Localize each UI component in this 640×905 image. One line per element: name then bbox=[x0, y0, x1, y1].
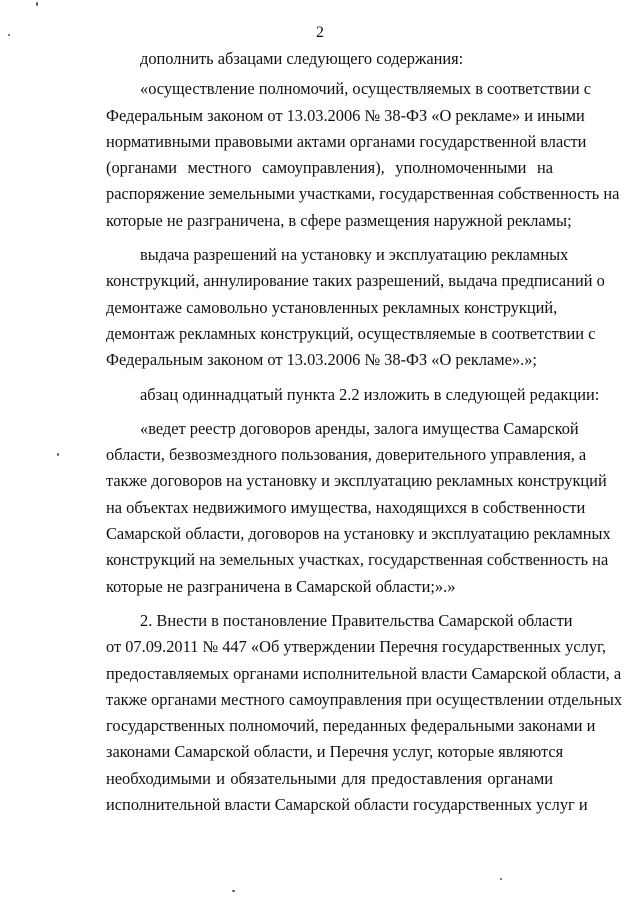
paragraph bbox=[72, 46, 553, 72]
scan-speck bbox=[232, 890, 235, 892]
text-line: конструкций на земельных участках, государственная собственность на bbox=[106, 550, 609, 570]
scan-speck bbox=[36, 2, 38, 6]
text-line: выдача разрешений на установку и эксплуатацию рекламных bbox=[140, 245, 569, 265]
text-line: нормативными правовыми актами органами государственной власти bbox=[106, 131, 587, 151]
text-line: Федеральным законом от 13.03.2006 № 38-ФЗ «О рекламе».»; bbox=[106, 350, 537, 370]
paragraph bbox=[72, 382, 600, 408]
text-line: которые не разграничена, в сфере размещения наружной рекламы; bbox=[106, 210, 572, 230]
text-line: исполнительной власти Самарской области государственных услуг и bbox=[106, 795, 588, 815]
text-line: (органами местного самоуправления), уполномоченными на bbox=[106, 158, 553, 178]
text-line: конструкций, аннулирование таких разрешений, выдача предписаний о bbox=[106, 271, 605, 291]
text-line: от 07.09.2011 № 447 «Об утверждении Перечня государственных услуг, bbox=[106, 637, 606, 657]
scan-speck bbox=[57, 453, 59, 456]
text-line: которые не разграничена в Самарской области;».» bbox=[106, 576, 456, 596]
text-line: государственных полномочий, переданных федеральными законами и bbox=[106, 716, 596, 736]
text-line: «ведет реестр договоров аренды, залога имущества Самарской bbox=[140, 418, 579, 438]
text-line: Федеральным законом от 13.03.2006 № 38-ФЗ «О рекламе» и иными bbox=[106, 105, 585, 125]
page-number: 2 bbox=[316, 24, 324, 41]
text-line: области, безвозмездного пользования, доверительного управления, а bbox=[106, 445, 587, 465]
text-line: предоставляемых органами исполнительной власти Самарской области, а bbox=[106, 663, 622, 683]
text-line: демонтаж рекламных конструкций, осуществляемые в соответствии с bbox=[106, 323, 596, 343]
text-line: также органами местного самоуправления при осуществлении отдельных bbox=[106, 689, 623, 709]
text-line: дополнить абзацами следующего содержания: bbox=[140, 49, 464, 68]
text-line: демонтаже самовольно установленных рекламных конструкций, bbox=[106, 297, 558, 317]
text-line: «осуществление полномочий, осуществляемых в соответствии с bbox=[140, 79, 592, 99]
text-line: на объектах недвижимого имущества, находящихся в собственности bbox=[106, 497, 586, 517]
document-body bbox=[72, 46, 623, 826]
text-line: 2. Внести в постановление Правительства Самарской области bbox=[140, 610, 573, 630]
text-line: также договоров на установку и эксплуатацию рекламных конструкций bbox=[106, 471, 607, 491]
paragraph bbox=[72, 242, 605, 373]
paragraph bbox=[72, 608, 623, 818]
scan-speck bbox=[500, 878, 502, 880]
scan-speck bbox=[8, 34, 10, 36]
text-line: абзац одиннадцатый пункта 2.2 изложить в следующей редакции: bbox=[140, 384, 600, 404]
paragraph bbox=[72, 416, 611, 600]
text-line: распоряжение земельными участками, государственная собственность на bbox=[106, 184, 620, 204]
text-line: необходимыми и обязательными для предоставления органами bbox=[106, 768, 553, 788]
text-line: Самарской области, договоров на установку и эксплуатацию рекламных bbox=[106, 524, 611, 544]
text-line: законами Самарской области, и Перечня услуг, которые являются bbox=[106, 742, 564, 762]
paragraph bbox=[72, 76, 620, 234]
